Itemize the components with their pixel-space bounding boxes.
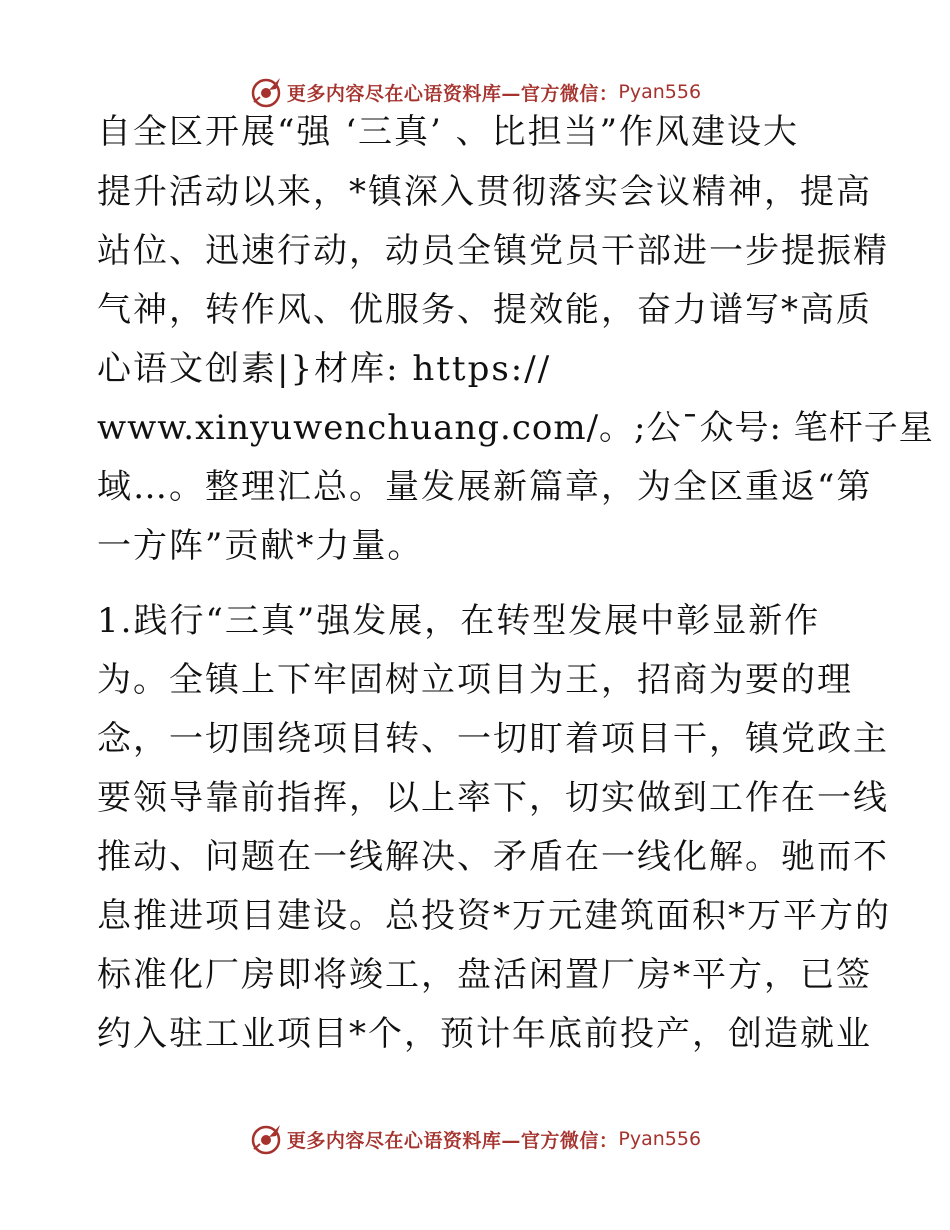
paragraph-1-line: 域…。整理汇总。量发展新篇章，为全区重返“第: [97, 467, 873, 507]
header-banner-text: 更多内容尽在心语资料库—官方微信：: [286, 82, 619, 105]
paragraph-1-line: 心语文创素|}材库: https://: [97, 349, 552, 389]
quill-logo-icon: [249, 1122, 283, 1156]
paragraph-1-line: 提升活动以来，*镇深入贯彻落实会议精神，提高: [97, 172, 872, 212]
paragraph-2-line: 标准化厂房即将竣工，盘活闲置厂房*平方，已签: [97, 955, 872, 995]
header-wechat-id: Pyan556: [618, 81, 702, 103]
paragraph-1-line: 一方阵”贡献*力量。: [97, 526, 424, 566]
paragraph-2-line: 念，一切围绕项目转、一切盯着项目干，镇党政主: [97, 719, 889, 759]
paragraph-2-line: 推动、问题在一线解决、矛盾在一线化解。驰而不: [97, 837, 889, 877]
footer-wechat-id: Pyan556: [618, 1128, 702, 1150]
paragraph-1-line: 气神，转作风、优服务、提效能，奋力谱写*高质: [97, 290, 872, 330]
footer-banner-text: 更多内容尽在心语资料库—官方微信：: [286, 1129, 619, 1152]
paragraph-1-line: www.xinyuwenchuang.com/。;公¯众号: 笔杆子星: [97, 408, 934, 448]
paragraph-2-line: 1.践行“三真”强发展，在转型发展中彰显新作: [97, 601, 821, 641]
paragraph-1-line: 站位、迅速行动，动员全镇党员干部进一步提振精: [97, 231, 889, 271]
paragraph-2-line: 约入驻工业项目*个，预计年底前投产，创造就业: [97, 1014, 872, 1054]
footer-watermark-banner: [0, 1119, 950, 1159]
paragraph-2-line: 息推进项目建设。总投资*万元建筑面积*万平方的: [97, 896, 891, 936]
paragraph-2-line: 要领导靠前指挥，以上率下，切实做到工作在一线: [97, 778, 889, 818]
paragraph-2-line: 为。全镇上下牢固树立项目为王，招商为要的理: [97, 660, 853, 700]
paragraph-1-line: 自全区开展“强 ‘三真’ 、比担当”作风建设大: [97, 112, 799, 152]
